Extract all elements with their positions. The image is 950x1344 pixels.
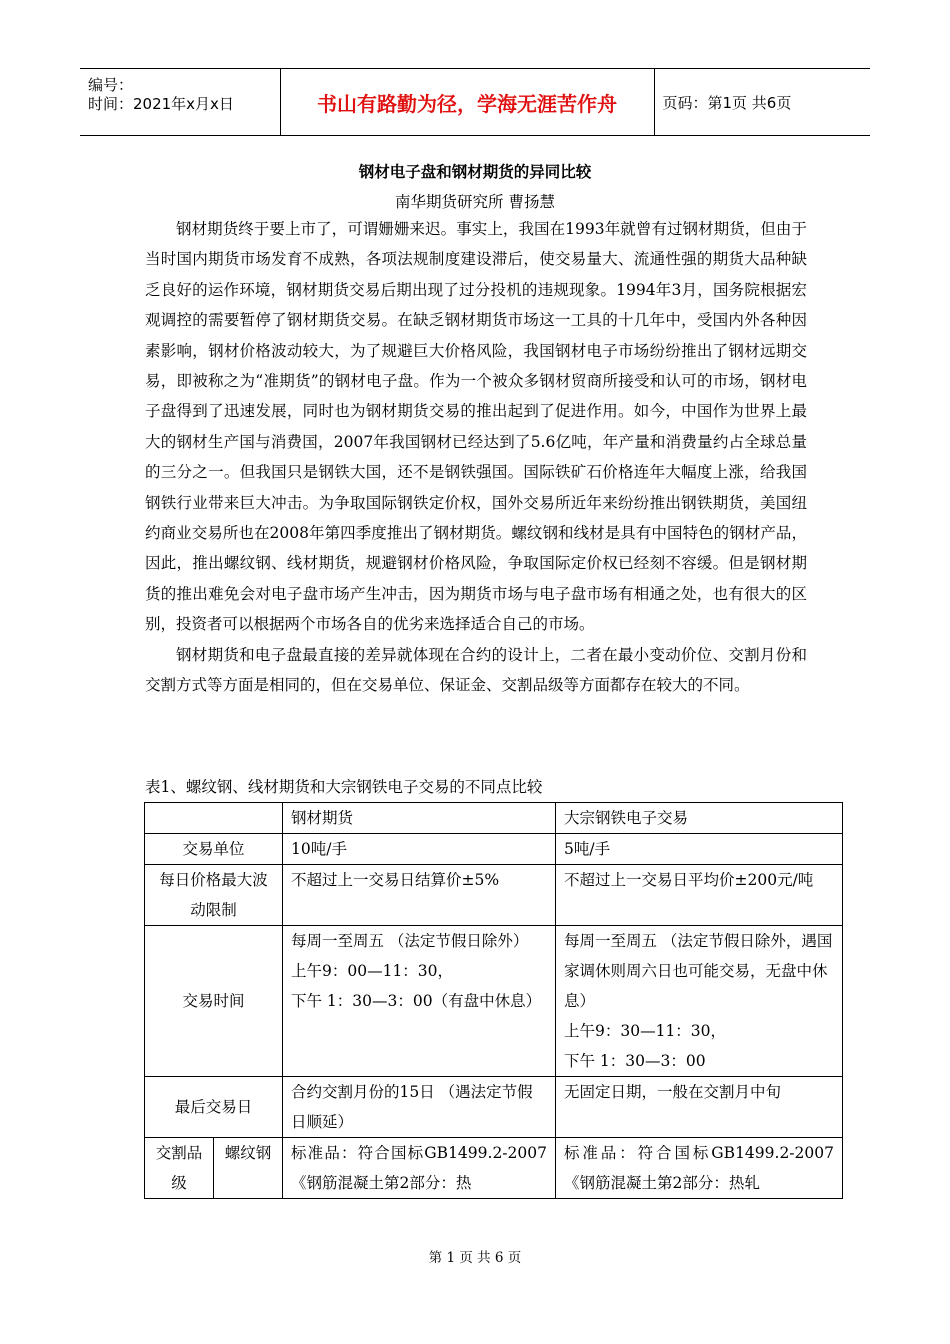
cell-line: 下午 1：30—3：00 — [564, 1052, 706, 1070]
row-label: 交易单位 — [145, 834, 283, 865]
electronic-cell: 不超过上一交易日平均价±200元/吨 — [556, 865, 843, 926]
table-header-cell — [145, 803, 283, 834]
cell-line: 上午9：30—11：30， — [564, 1022, 727, 1040]
document-author: 南华期货研究所 曹扬慧 — [395, 193, 555, 211]
futures-cell: 10吨/手 — [283, 834, 556, 865]
electronic-cell — [556, 926, 843, 1077]
futures-cell: 不超过上一交易日结算价±5% — [283, 865, 556, 926]
table-caption: 表1、螺纹钢、线材期货和大宗钢铁电子交易的不同点比较 — [145, 778, 543, 796]
header-meta — [80, 69, 280, 136]
body-paragraph: 钢材期货终于要上市了，可谓姗姗来迟。事实上，我国在1993年就曾有过钢材期货，但由于当时国内期货市场发育不成熟，各项法规制度建设滞后，使交易量大、流通性强的期货大品种缺乏良好的运作环境，钢材期货交易后期出现了过分投机的违规现象。1994年3月，国务院根据宏观调控的需要暂停了钢材期货交易。在缺乏钢材期货市场这一工具的十几年中，受国内外各种因素影响，钢材价格波动较大，为了规避巨大价格风险，我国钢材电子市场纷纷推出了钢材远期交易，即被称之为“准期货”的钢材电子盘。作为一个被众多钢材贸商所接受和认可的市场，钢材电子盘得到了迅速发展，同时也为钢材期货交易的推出起到了促进作用。如今，中国作为世界上最大的钢材生产国与消费国，2007年我国钢材已经达到了5.6亿吨，年产量和消费量约占全球总量的三分之一。但我国只是钢铁大国，还不是钢铁强国。国际铁矿石价格连年大幅度上涨，给我国钢铁行业带来巨大冲击。为争取国际钢铁定价权，国外交易所近年来纷纷推出钢铁期货，美国纽约商业交易所也在2008年第四季度推出了钢材期货。螺纹钢和线材是具有中国特色的钢材产品，因此，推出螺纹钢、线材期货，规避钢材价格风险，争取国际定价权已经刻不容缓。但是钢材期货的推出难免会对电子盘市场产生冲击，因为期货市场与电子盘市场有相通之处，也有很大的区别，投资者可以根据两个市场各自的优劣来选择适合自己的市场。 — [145, 220, 807, 634]
body-paragraph: 钢材期货和电子盘最直接的差异就体现在合约的设计上，二者在最小变动价位、交割月份和交割方式等方面是相同的，但在交易单位、保证金、交割品级等方面都存在较大的不同。 — [145, 645, 807, 695]
header-page-number: 页码：第1页 共6页 — [654, 69, 870, 136]
document-number-label: 编号： — [88, 76, 134, 94]
page-footer: 第 1 页 共 6 页 — [428, 1250, 522, 1266]
electronic-cell: 标准品：符合国标GB1499.2-2007《钢筋混凝土第2部分：热轧 — [556, 1138, 843, 1199]
table-row — [145, 865, 843, 926]
electronic-cell: 无固定日期，一般在交割月中旬 — [556, 1077, 843, 1138]
document-title: 钢材电子盘和钢材期货的异同比较 — [358, 163, 592, 181]
row-label: 每日价格最大波动限制 — [145, 865, 283, 926]
document-time-label: 时间：2021年x月x日 — [88, 95, 234, 113]
electronic-cell: 5吨/手 — [556, 834, 843, 865]
futures-cell: 合约交割月份的15日 （遇法定节假日顺延） — [283, 1077, 556, 1138]
table-row — [145, 1077, 843, 1138]
table-header-cell: 大宗钢铁电子交易 — [556, 803, 843, 834]
row-label: 交割品级 — [145, 1138, 214, 1199]
comparison-table — [144, 802, 843, 1199]
cell-line: 每周一至周五 （法定节假日除外） — [291, 932, 529, 950]
cell-line: 每周一至周五 （法定节假日除外，遇国家调休则周六日也可能交易，无盘中休息） — [564, 932, 833, 1010]
cell-line: 上午9：00—11：30， — [291, 962, 454, 980]
row-label: 最后交易日 — [145, 1077, 283, 1138]
header-motto: 书山有路勤为径，学海无涯苦作舟 — [280, 69, 654, 136]
row-sub-label: 螺纹钢 — [214, 1138, 283, 1199]
futures-cell — [283, 926, 556, 1077]
table-row — [145, 926, 843, 1077]
cell-line: 下午 1：30—3：00（有盘中休息） — [291, 992, 542, 1010]
page-header — [80, 68, 870, 136]
table-row — [145, 1138, 843, 1199]
row-label: 交易时间 — [145, 926, 283, 1077]
table-header-cell: 钢材期货 — [283, 803, 556, 834]
table-row — [145, 834, 843, 865]
futures-cell: 标准品：符合国标GB1499.2-2007《钢筋混凝土第2部分：热 — [283, 1138, 556, 1199]
document-body — [145, 214, 807, 701]
table-header-row — [145, 803, 843, 834]
